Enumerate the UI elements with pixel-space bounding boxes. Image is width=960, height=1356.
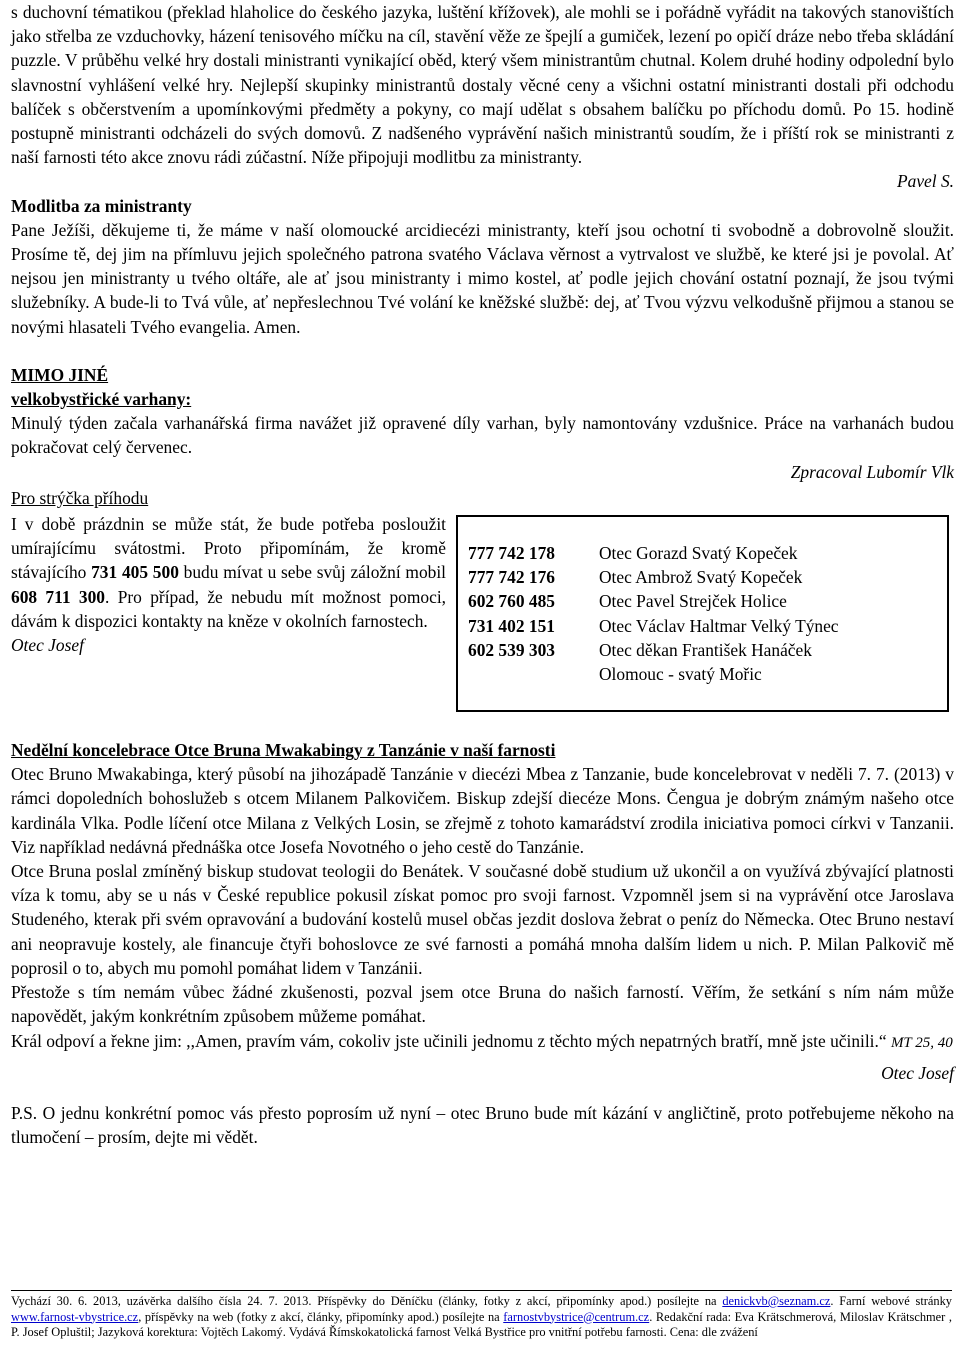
spacer [11,712,954,738]
prayer-text: Pane Ježíši, děkujeme ti, že máme v naší olomoucké arcidiecézi ministranty, kteří jsou ochotní ti svobodně a dobrovolně sloužit. Prosíme tě, dej jim na přímluvu jejich společného patrona svatého Václava věrnost a vytrvalost ve službě, ke které jsi je povolal. Ať nejsou jen ministranty u tvého oltáře, ale ať jsou ministranty i mimo kostel, ať podle jejich chování ostatní poznají, že jsou tvými služebníky. A bude-li to Tvá vůle, ať nepřeslechnou Tvé volání ke kněžské službě: dej, ať Tvou výzvu velkodušně přijmou a stanou se novými hlasateli Tvého evangelia. Amen. [11,219,954,337]
strycek-paragraph [11,512,446,633]
contact-name: Otec Václav Haltmar Velký Týnec [599,615,839,636]
postscript: P.S. O jednu konkrétní pomoc vás přesto poprosím už nyní – otec Bruno bude mít kázání v angličtině, proto potřebujeme někoho na tlumočení – prosím, dejte mi vědět. [11,1102,954,1148]
priest-contacts-box [456,515,949,712]
footer-text-1: Vychází 30. 6. 2013, uzávěrka dalšího čísla 24. 7. 2013. Příspěvky do Děníčku (články, fotky z akcí, připomínky apod.) posílejte na [11,1294,723,1308]
bruno-paragraph-4 [11,1029,954,1055]
strycek-text-a: I v době prázdnin se může stát, že bude potřeba posloužit umírajícímu svátostmi. Proto připomínám, že kromě stávajícího [11,514,446,583]
contact-name: Otec Gorazd Svatý Kopeček [599,543,798,564]
bruno-author: Otec Josef [881,1062,954,1083]
contact-name: Otec děkan František Hanáček [599,639,812,660]
contacts-list [468,541,839,686]
contact-number: 777 742 178 [468,543,555,564]
contact-name: Otec Ambrož Svatý Kopeček [599,567,803,588]
page-footer [11,1290,952,1341]
contact-row [468,638,839,662]
page-content [11,0,954,1149]
strycek-author: Otec Josef [11,635,84,656]
contact-number: 777 742 176 [468,567,555,588]
contact-name: Otec Pavel Strejček Holice [599,591,787,612]
email-link-denicek[interactable]: denickvb@seznam.cz [722,1294,831,1308]
ministrant-report-paragraph: s duchovní tématikou (překlad hlaholice do českého jazyka, luštění křížovek), ale mohli se i pořádně vyřádit na takových stanovištích jako střelba ze vzduchovky, házení tenisového míčku na cíl, stavění věže ze špejlí a gumiček, lezení po opičí dráze nebo třeba skládání puzzle. V průběhu velké hry dostali ministranti vynikající oběd, který všem ministrantům chutnal. Kolem druhé hodiny odpolední bylo slavnostní vyhlášení velké hry. Nejlepší skupinky ministrantů dostaly věcné ceny a všichni ostatní ministranti dostali při odchodu balíček s občerstvením a upomínkovými předměty a pokyny, co mají udělat s obsahem balíčku po příchodu domů. Po 15. hodině postupně ministranti odcházeli do svých domovů. Z nadšeného vyprávění našich ministrantů soudím, že i příští rok se ministranti z naší farnosti této akce znovu rádi zúčastní. Níže připojuji modlitbu za ministranty. [11,2,954,168]
website-link[interactable]: www.farnost-vbystrice.cz [11,1309,139,1324]
strycek-title: Pro strýčka příhodu [11,487,149,508]
varhany-author: Zpracoval Lubomír Vlk [790,461,954,482]
strycek-text-c: . Pro případ, že nebudu mít možnost pomoci, dávám k dispozici kontakty na kněze v okolních farnostech. [11,586,446,631]
bruno-paragraph-2: Otce Bruna poslal zmíněný biskup studovat teologii do Benátek. V současné době studium už ukončil a on využívá zbývající platnosti víza k tomu, aby se u nás v České republice pokusil získat pomoc pro svoji farnost. Vzpomněl jsem si na vyprávění otce Jaroslava Studeného, kterak při svém opravování a budování kostelů musel občas jezdit doslova žebrat o peníz do Německa. Otec Bruno nestaví ani neopravuje kostely, ale financuje čtyři bohoslovce ze své farnosti a pomáhá mnoha dalším lidem u nich. P. Milan Palkovič mě poprosil o to, abych mu pomohl pomáhat lidem v Tanzánii. [11,861,954,978]
bruno-paragraph-3: Přestože s tím nemám vůbec žádné zkušenosti, pozval jsem otce Bruna do našich farností. Věřím, že setkání s ním nám může napovědět, jakým konkrétním způsobem můžeme pomáhat. [11,982,954,1027]
phone-backup: 608 711 300 [11,586,105,607]
email-link-farnost[interactable]: farnostvbystrice@centrum.cz [503,1309,650,1324]
varhany-subtitle: velkobystřické varhany: [11,389,192,410]
contact-row [468,541,839,565]
contact-row [468,662,839,686]
bible-quote: Král odpoví a řekne jim: ,,Amen, pravím vám, cokoliv jste učinili jednomu z těchto mých nepatrných bratří, mně jste učinili.“ [11,1030,891,1051]
report-author: Pavel S. [897,171,954,192]
spacer [11,339,954,363]
contact-number [468,662,599,686]
footer-text-4: . Redakční rada: Eva Krätschmerová, Miloslav Krätschmer , P. Josef Opluštil; Jazyková korektura: Vojtěch Lakomý. Vydává Římskokatolická farnost Velká Bystřice pro vnitřní potřebu farnosti. Cena: dle zvážení [11,1309,952,1339]
contact-row [468,565,839,589]
varhany-text: Minulý týden začala varhanářská firma navážet již opravené díly varhan, byly namontovány vzdušnice. Práce na varhanách budou pokračovat celý červenec. [11,413,954,458]
contact-row [468,614,839,638]
strycek-text-b: budu mívat u sebe svůj záložní mobil [178,562,447,583]
contact-number: 602 539 303 [468,639,555,660]
bruno-paragraph-1: Otec Bruno Mwakabinga, který působí na jihozápadě Tanzánie v diecézi Mbea z Tanzanie, bude koncelebrovat v neděli 7. 7. (2013) v rámci dopoledních bohoslužeb s otcem Milanem Palkovičem. Biskup zdejší diecéze Mons. Čengua je dobrým známým našeho otce kardinála Vlka. Podle líčení otce Milana z Velkých Losin, se zřejmě z tohoto kamarádství zrodila iniciativa pomoci církvi v Tanzanii. Viz například nedávná přednáška otce Josefa Novotného o jeho cestě do Tanzánie. [11,764,954,857]
footer-text-2: . Farní webové stránky [830,1294,952,1308]
strycek-text-block [11,512,446,657]
spacer [11,1085,954,1101]
contact-number: 602 760 485 [468,591,555,612]
contact-name: Olomouc - svatý Mořic [599,664,762,684]
strycek-section [11,512,954,712]
contact-row [468,589,839,613]
quote-reference: MT 25, 40 [890,1034,953,1051]
bruno-title: Nedělní koncelebrace Otce Bruna Mwakabingy z Tanzánie v naší farnosti [11,740,556,761]
prayer-title: Modlitba za ministranty [11,195,192,216]
footer-text-3: , příspěvky na web (fotky z akcí, články, připomínky apod.) posílejte na [138,1309,504,1324]
mimo-jine-title: MIMO JINÉ [11,364,109,385]
phone-current: 731 405 500 [91,562,179,583]
contact-number: 731 402 151 [468,615,555,636]
